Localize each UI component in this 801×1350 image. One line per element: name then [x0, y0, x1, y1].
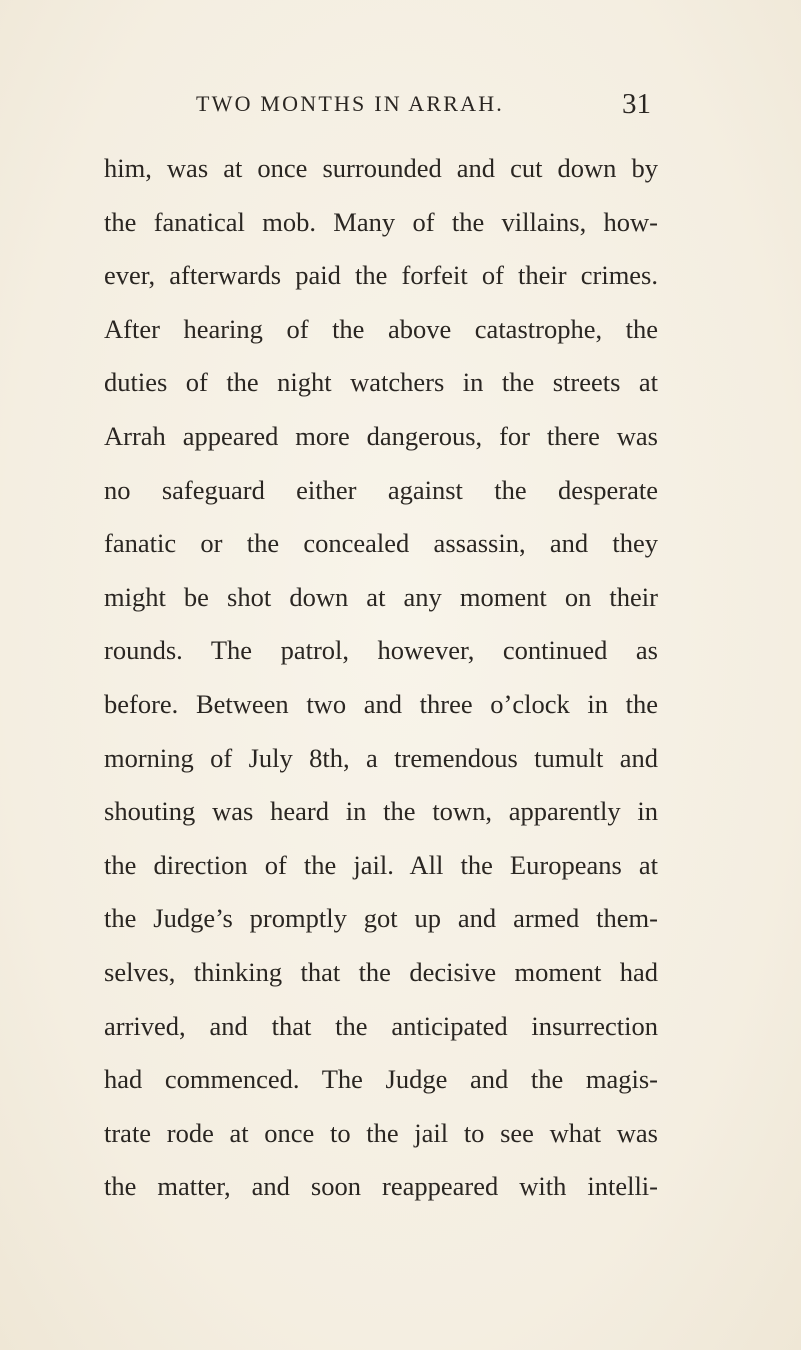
text-line: rounds. The patrol, however, continued as — [104, 635, 658, 666]
text-line: the Judge’s promptly got up and armed them- — [104, 903, 658, 934]
text-line: had commenced. The Judge and the magis- — [104, 1064, 658, 1095]
text-line: him, was at once surrounded and cut down by — [104, 153, 658, 183]
text-line: Arrah appeared more dangerous, for there was — [104, 420, 658, 451]
text-line: selves, thinking that the decisive moment had — [104, 956, 658, 987]
text-line: After hearing of the above catastrophe, the — [104, 313, 658, 344]
text-line: ever, afterwards paid the forfeit of their crimes. — [104, 260, 658, 291]
text-line: no safeguard either against the desperate — [104, 474, 658, 505]
running-head — [0, 84, 801, 124]
text-line: before. Between two and three o’clock in the — [104, 688, 658, 719]
text-line: might be shot down at any moment on their — [104, 581, 658, 612]
text-line: duties of the night watchers in the streets at — [104, 367, 658, 398]
text-line: the matter, and soon reappeared with intelli- — [104, 1171, 658, 1202]
body-text — [104, 142, 658, 1214]
running-title: TWO MONTHS IN ARRAH. — [196, 91, 504, 116]
text-line: fanatic or the concealed assassin, and they — [104, 528, 658, 559]
text-line: trate rode at once to the jail to see what was — [104, 1117, 658, 1148]
text-line: the direction of the jail. All the Europeans at — [104, 849, 658, 880]
text-line: shouting was heard in the town, apparently in — [104, 796, 658, 827]
text-line: the fanatical mob. Many of the villains, how- — [104, 206, 658, 237]
page-number: 31 — [622, 88, 651, 120]
text-line: arrived, and that the anticipated insurrection — [104, 1010, 658, 1041]
text-line: morning of July 8th, a tremendous tumult and — [104, 742, 658, 773]
